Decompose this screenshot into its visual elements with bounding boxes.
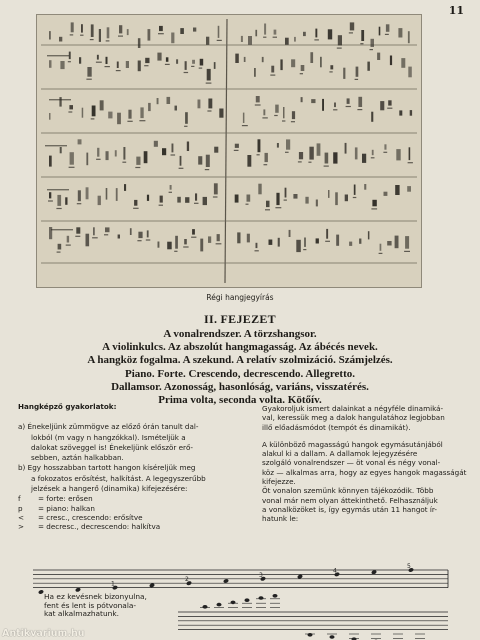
staff-line-number: 5	[407, 563, 411, 570]
text-line: kifejezze.	[262, 477, 296, 487]
topic-line: A violinkulcs. Az abszolút hangmagasság. Az ábécés nevek.	[102, 341, 378, 354]
dynamics-symbol: <	[18, 512, 25, 522]
text-line: jelzések a hangerő (dinamika) kifejezésére:	[31, 484, 188, 494]
dynamics-text: = piano: halkan	[38, 503, 95, 513]
note-head	[259, 596, 264, 600]
text-line: Gyakoroljuk ismert dalainkat a négyféle dinamiká-	[262, 404, 444, 413]
exercise-heading: Hangképző gyakorlatok:	[18, 402, 117, 411]
item-label: b)	[18, 463, 26, 473]
text-line: Egy hosszabban tartott hangon kíséreljük meg	[27, 463, 196, 473]
text-line: A különböző magasságú hangok egymásutánjából	[262, 439, 443, 449]
dynamics-symbol: p	[18, 503, 23, 513]
staff-eleven-notes	[33, 563, 448, 595]
topic-line: Dallamsor. Azonosság, hasonlóság, variáns, visszatérés.	[111, 380, 369, 393]
staff-ledger-lines	[178, 594, 448, 640]
text-line: a vonalközöket is, így egymás után 11 hangot ír-	[262, 504, 437, 514]
note-head	[273, 594, 278, 598]
text-line: val, keressük meg a dalok hangulatához legjobban	[262, 413, 445, 423]
staff-line-number: 2	[185, 576, 189, 584]
dynamics-text: = decresc., decrescendo: halkítva	[38, 522, 161, 532]
text-line: dalokat szöveggel is! Énekeljünk először erő-	[31, 442, 193, 452]
topic-line: Prima volta, seconda volta. Kötőív.	[158, 394, 322, 407]
text-line: lokból (m vagy n hangzókkal). Ismételjük a	[31, 432, 186, 442]
text-line: köz — alkalmas arra, hogy az egyes hangok magasságát	[262, 467, 467, 477]
dynamics-symbol: >	[18, 522, 25, 532]
watermark-logo: Antikvarium.hu	[2, 628, 85, 639]
text-line: sebben, aztán halkabban.	[31, 453, 124, 463]
text-line: alakul ki a dallam. A dallamok lejegyzésére	[262, 449, 418, 459]
text-line: illő előadásmódot (tempót és dinamikát).	[262, 422, 411, 432]
staff-line-number: 1	[111, 580, 115, 588]
text-line: fent és lent is pótvonala-	[44, 600, 137, 610]
dynamics-text: = cresc., crescendo: erősítve	[38, 512, 143, 522]
note-head	[330, 635, 335, 639]
chapter-title: II. FEJEZET	[204, 312, 276, 326]
note-head	[231, 601, 236, 605]
figure-caption: Régi hangjegyírás	[206, 293, 274, 302]
item-label: a)	[18, 422, 26, 432]
page-number: 11	[448, 4, 464, 17]
text-line: kat alkalmazhatunk.	[44, 609, 119, 619]
text-line: Ha ez kevésnek bizonyulna,	[44, 592, 147, 601]
text-line: hatunk le:	[262, 514, 299, 524]
topic-line: Piano. Forte. Crescendo, decrescendo. Allegretto.	[124, 367, 356, 380]
note-head	[203, 605, 208, 609]
ledger-line-note	[44, 593, 174, 619]
staff-line-number: 4	[333, 567, 337, 575]
topic-line: A vonalrendszer. A törzshangsor.	[163, 328, 317, 340]
dynamics-text: = forte: erősen	[38, 494, 93, 504]
note-head	[217, 603, 222, 607]
text-line: a fokozatos erősítést, halkítást. A legegyszerűbb	[31, 473, 206, 483]
text-line: vonal már nem olyan áttekinthető. Felhasználjuk	[262, 495, 438, 505]
topic-line: A hangköz fogalma. A szekund. A relatív szolmizáció. Számjelzés.	[87, 354, 393, 367]
note-head	[245, 598, 250, 602]
text-line: Öt vonalon szemünk könnyen tájékozódik. Több	[262, 486, 434, 496]
dynamics-symbol: f	[18, 494, 21, 504]
text-line: Énekeljünk zümmögve az előző órán tanult dal-	[27, 422, 199, 432]
note-head	[308, 633, 313, 637]
text-line: szolgáló vonalrendszer — öt vonal és négy vonal-	[262, 458, 441, 468]
staff-line-number: 3	[259, 571, 263, 579]
